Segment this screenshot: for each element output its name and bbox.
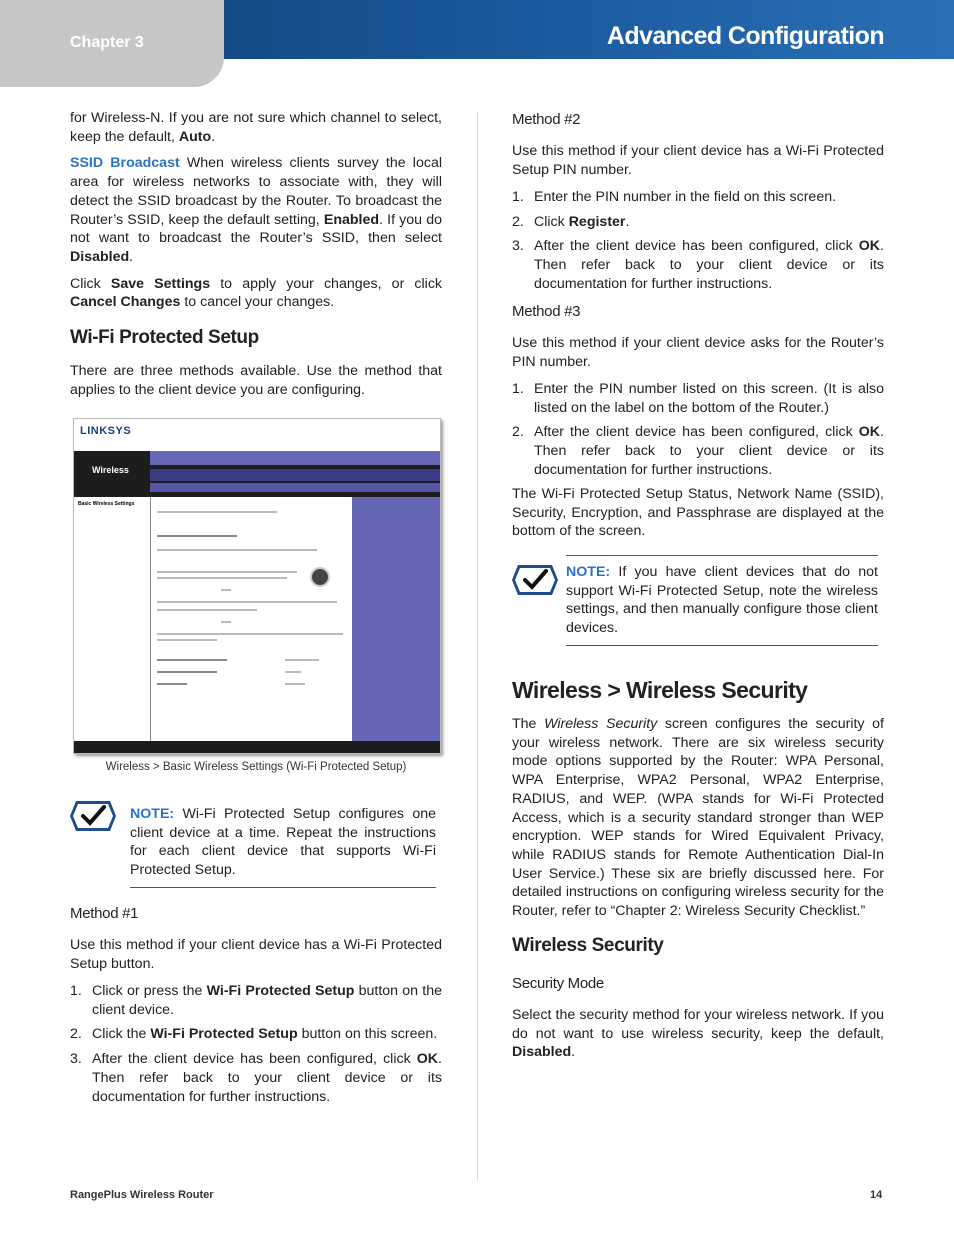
- list-item: 1. Click or press the Wi-Fi Protected Setup button on the client device.: [70, 983, 442, 1018]
- method1-steps: [70, 982, 442, 1112]
- figure-caption: Wireless > Basic Wireless Settings (Wi-Fi Protected Setup): [105, 761, 407, 773]
- screenshot-content: [150, 497, 351, 753]
- method2-heading: Method #2: [512, 111, 581, 128]
- list-item: 2. After the client device has been configured, click OK. Then refer back to your client device or its documentation for further instructions.: [512, 424, 884, 478]
- page-number: 14: [870, 1189, 883, 1201]
- method2-intro: Use this method if your client device has a Wi-Fi Protected Setup PIN number.: [512, 143, 884, 178]
- page-title: Advanced Configuration: [606, 22, 884, 50]
- note-rule-top: [566, 555, 878, 556]
- list-item: 3. After the client device has been configured, click OK. Then refer back to your client device or its documentation for further instructions.: [512, 238, 884, 292]
- method1-heading: Method #1: [70, 905, 139, 922]
- method3-steps: [512, 380, 884, 486]
- screenshot-nav-label: Basic Wireless Settings: [78, 501, 135, 507]
- column-divider: [477, 112, 478, 1180]
- method3-heading: Method #3: [512, 303, 581, 320]
- wps-button-icon: [310, 567, 330, 587]
- list-item: 2. Click Register.: [512, 213, 630, 230]
- list-item: 2. Click the Wi-Fi Protected Setup button on this screen.: [70, 1026, 438, 1043]
- list-item: 3. After the client device has been configured, click OK. Then refer back to your client device or its documentation for further instructions.: [70, 1051, 442, 1105]
- channel-paragraph: for Wireless-N. If you are not sure which channel to select, keep the default, Auto.: [70, 110, 442, 145]
- security-mode-heading: Security Mode: [512, 975, 604, 992]
- security-mode-paragraph: Select the security method for your wireless network. If you do not want to use wireless security, keep the default, Disabled.: [512, 1007, 884, 1061]
- status-paragraph: The Wi-Fi Protected Setup Status, Network Name (SSID), Security, Encryption, and Passphrase are displayed at the bottom of the screen.: [512, 486, 884, 540]
- screenshot-section: Wireless: [92, 465, 129, 475]
- linksys-logo: LINKSYS: [80, 425, 132, 437]
- wireless-security-heading: Wireless > Wireless Security: [512, 677, 808, 703]
- checkmark-note-icon: [512, 561, 558, 599]
- chapter-tab: [0, 0, 224, 87]
- note-rule: [130, 887, 436, 888]
- checkmark-note-icon: [70, 797, 116, 835]
- footer-product: RangePlus Wireless Router: [70, 1189, 214, 1201]
- router-screenshot: [73, 418, 441, 754]
- chapter-label: Chapter 3: [70, 34, 144, 51]
- method2-steps: [512, 188, 884, 300]
- note-rule-bottom: [566, 645, 878, 646]
- ssid-broadcast-paragraph: SSID Broadcast When wireless clients survey the local area for wireless networks to associate with, they will detect the SSID broadcast by the Router. To broadcast the Router’s SSID, keep the default setting, Enabled. If you do not want to broadcast the Router’s SSID, then select Disabled.: [70, 155, 442, 265]
- wps-intro: There are three methods available. Use the method that applies to the client device you are configuring.: [70, 363, 442, 398]
- method1-intro: Use this method if your client device has a Wi-Fi Protected Setup button.: [70, 937, 442, 972]
- manual-config-note: NOTE: If you have client devices that do not support Wi-Fi Protected Setup, note the wireless settings, and then manually configure those client devices.: [566, 564, 878, 637]
- wireless-security-paragraph: The Wireless Security screen configures the security of your wireless network. There are six wireless security mode options supported by the Router: WPA Personal, WPA Enterprise, WPA2 Personal, WPA2 Enterprise, RADIUS, and WEP. (WPA stands for Wi-Fi Protected Access, which is a security standard stronger than WEP encryption. WEP stands for Wired Equivalent Privacy, while RADIUS stands for Remote Authentication Dial-In User Service.) These six are briefly discussed here. For detailed instructions on configuring wireless security for the Router, refer to “Chapter 2: Wireless Security Checklist.”: [512, 716, 885, 920]
- security-subheading: Wireless Security: [512, 935, 664, 956]
- method3-intro: Use this method if your client device asks for the Router’s PIN number.: [512, 335, 884, 370]
- save-paragraph: Click Save Settings to apply your changes, or click Cancel Changes to cancel your changes.: [70, 275, 443, 311]
- list-item: 1. Enter the PIN number listed on this screen. (It is also listed on the label on the bottom of the Router.): [512, 381, 884, 416]
- left-intro: [70, 109, 442, 312]
- wps-heading: Wi-Fi Protected Setup: [70, 327, 259, 348]
- wps-note: NOTE: Wi-Fi Protected Setup configures one client device at a time. Repeat the instructions for each client device that supports Wi-Fi Protected Setup.: [130, 806, 436, 879]
- screenshot-tabs: [150, 469, 440, 481]
- list-item: 1. Enter the PIN number in the field on this screen.: [512, 189, 837, 205]
